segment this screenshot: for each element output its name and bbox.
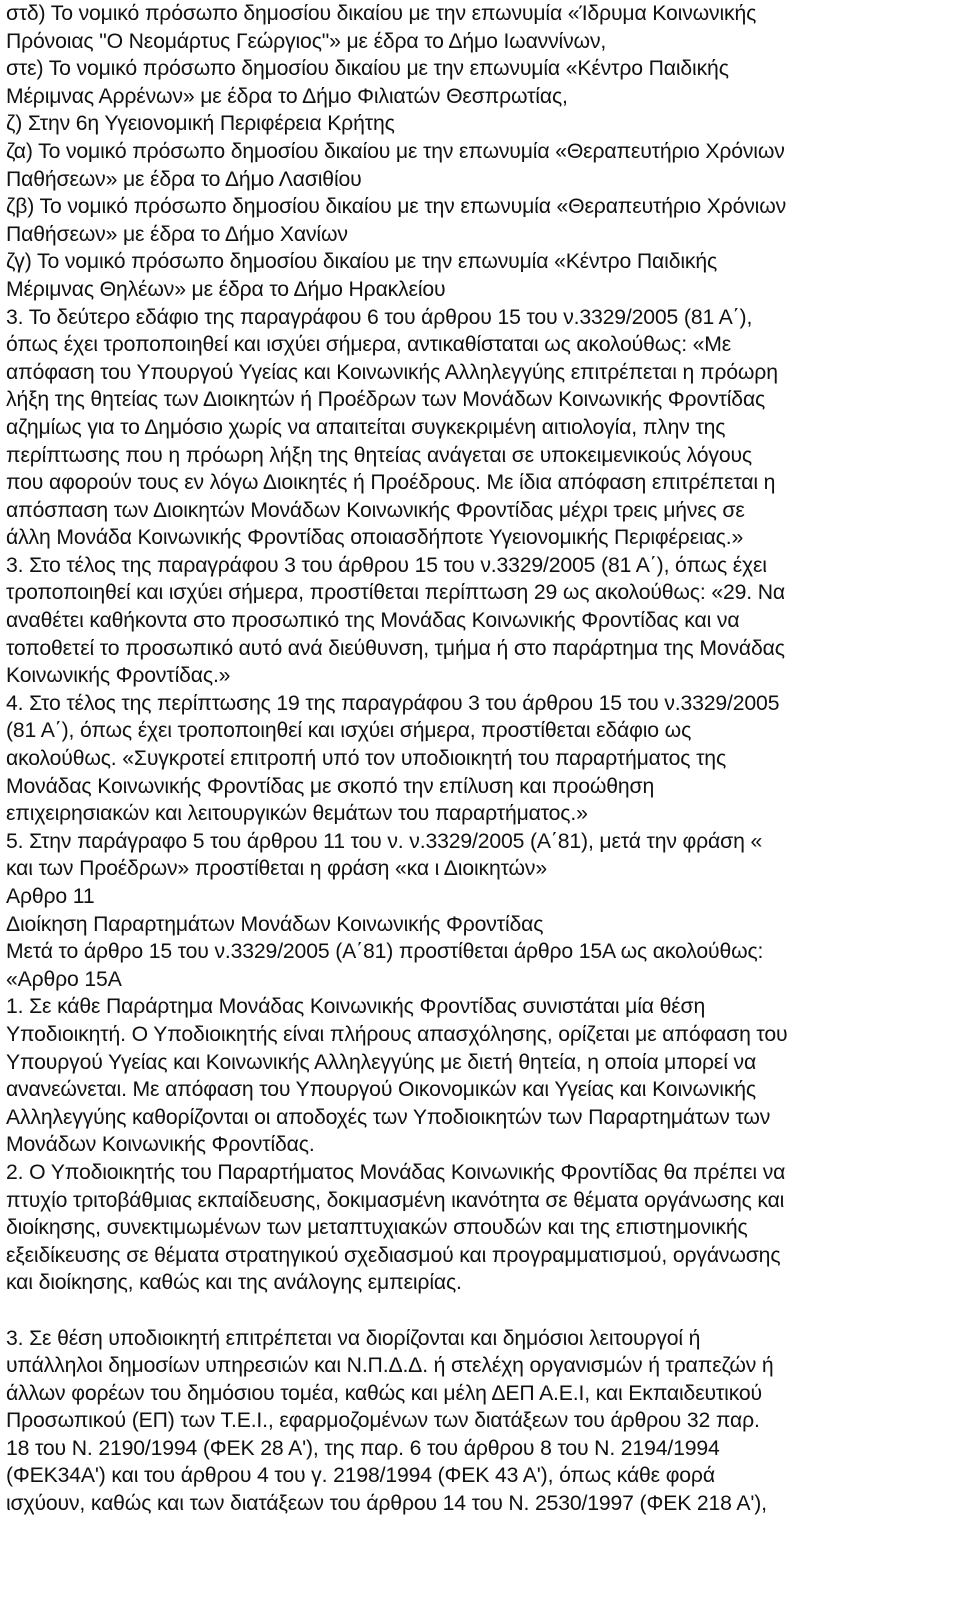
- text-line: Υποδιοικητή. Ο Υποδιοικητής είναι πλήρους απασχόλησης, ορίζεται με απόφαση του: [6, 1022, 788, 1046]
- article-heading: «Αρθρο 15Α: [6, 967, 122, 991]
- text-line: και των Προέδρων» προστίθεται η φράση «κα ι Διοικητών»: [6, 857, 548, 881]
- text-line: 1. Σε κάθε Παράρτημα Μονάδας Κοινωνικής Φροντίδας συνιστάται μία θέση: [6, 995, 706, 1019]
- text-line: 2. Ο Υποδιοικητής του Παραρτήματος Μονάδας Κοινωνικής Φροντίδας θα πρέπει να: [6, 1160, 786, 1184]
- text-line: απόσπαση των Διοικητών Μονάδων Κοινωνικής Φροντίδας μέχρι τρεις μήνες σε: [6, 498, 745, 522]
- text-line: (ΦΕΚ34Α') και του άρθρου 4 του γ. 2198/1994 (ΦΕΚ 43 Α'), όπως κάθε φορά: [6, 1464, 715, 1488]
- text-line: και διοίκησης, καθώς και της ανάλογης εμπειρίας.: [6, 1271, 462, 1295]
- text-line: ακολούθως. «Συγκροτεί επιτροπή υπό τον υποδιοικητή του παραρτήματος της: [6, 747, 727, 771]
- text-line: 5. Στην παράγραφο 5 του άρθρου 11 του ν. ν.3329/2005 (Α΄81), μετά την φράση «: [6, 829, 763, 853]
- text-line: υπάλληλοι δημοσίων υπηρεσιών και Ν.Π.Δ.Δ. ή στελέχη οργανισμών ή τραπεζών ή: [6, 1354, 774, 1378]
- text-line: Υπουργού Υγείας και Κοινωνικής Αλληλεγγύης με διετή θητεία, η οποία μπορεί να: [6, 1050, 757, 1074]
- text-line: Πρόνοιας "Ο Νεομάρτυς Γεώργιος"» με έδρα το Δήμο Ιωαννίνων,: [6, 29, 607, 53]
- text-line: Μονάδων Κοινωνικής Φροντίδας.: [6, 1133, 315, 1157]
- text-line: ζα) Το νομικό πρόσωπο δημοσίου δικαίου με την επωνυμία «Θεραπευτήριο Χρόνιων: [6, 139, 785, 163]
- text-line: αναθέτει καθήκοντα στο προσωπικό της Μονάδας Κοινωνικής Φροντίδας και να: [6, 609, 740, 633]
- text-line: πτυχίο τριτοβάθμιας εκπαίδευσης, δοκιμασμένη ικανότητα σε θέματα οργάνωσης και: [6, 1188, 785, 1212]
- text-line: 3. Σε θέση υποδιοικητή επιτρέπεται να διορίζονται και δημόσιοι λειτουργοί ή: [6, 1326, 701, 1350]
- text-line: Μετά το άρθρο 15 του ν.3329/2005 (Α΄81) προστίθεται άρθρο 15Α ως ακολούθως:: [6, 940, 764, 964]
- text-line: Προσωπικού (ΕΠ) των Τ.Ε.Ι., εφαρμοζομένων των διατάξεων του άρθρου 32 παρ.: [6, 1409, 760, 1433]
- text-line: 4. Στο τέλος της περίπτωσης 19 της παραγράφου 3 του άρθρου 15 του ν.3329/2005: [6, 691, 780, 715]
- text-line: άλλων φορέων του δημόσιου τομέα, καθώς και μέλη ΔΕΠ Α.Ε.Ι, και Εκπαιδευτικού: [6, 1381, 762, 1405]
- text-line: απόφαση του Υπουργού Υγείας και Κοινωνικής Αλληλεγγύης επιτρέπεται η πρόωρη: [6, 360, 778, 384]
- article-heading: Αρθρο 11: [6, 885, 95, 908]
- text-line: ζ) Στην 6η Υγειονομική Περιφέρεια Κρήτης: [6, 112, 395, 136]
- text-line: τροποποιηθεί και ισχύει σήμερα, προστίθεται περίπτωση 29 ως ακολούθως: «29. Να: [6, 581, 785, 605]
- text-line: όπως έχει τροποποιηθεί και ισχύει σήμερα, αντικαθίσταται ως ακολούθως: «Με: [6, 333, 732, 357]
- text-line: 3. Το δεύτερο εδάφιο της παραγράφου 6 του άρθρου 15 του ν.3329/2005 (81 Α΄),: [6, 305, 753, 329]
- text-line: Μέριμνας Αρρένων» με έδρα το Δήμο Φιλιατών Θεσπρωτίας,: [6, 84, 568, 108]
- text-line: 18 του Ν. 2190/1994 (ΦΕΚ 28 Α'), της παρ. 6 του άρθρου 8 του Ν. 2194/1994: [6, 1436, 720, 1460]
- document-page: [6, 0, 956, 1609]
- text-line: άλλη Μονάδα Κοινωνικής Φροντίδας οποιασδήποτε Υγειονομικής Περιφέρειας.»: [6, 526, 744, 550]
- blank-line: [6, 1297, 956, 1325]
- text-line: Παθήσεων» με έδρα το Δήμο Λασιθίου: [6, 167, 362, 191]
- text-line: ανανεώνεται. Με απόφαση του Υπουργού Οικονομικών και Υγείας και Κοινωνικής: [6, 1078, 756, 1102]
- text-line: Κοινωνικής Φροντίδας.»: [6, 664, 231, 688]
- text-line: που αφορούν τους εν λόγω Διοικητές ή Προέδρους. Με ίδια απόφαση επιτρέπεται η: [6, 471, 776, 495]
- article-title: Διοίκηση Παραρτημάτων Μονάδων Κοινωνικής Φροντίδας: [6, 912, 544, 936]
- text-line: περίπτωσης που η πρόωρη λήξη της θητείας ανάγεται σε υποκειμενικούς λόγους: [6, 443, 752, 467]
- text-line: στδ) Το νομικό πρόσωπο δημοσίου δικαίου με την επωνυμία «Ίδρυμα Κοινωνικής: [6, 2, 757, 25]
- text-line: Μέριμνας Θηλέων» με έδρα το Δήμο Ηρακλείου: [6, 277, 446, 301]
- text-line: 3. Στο τέλος της παραγράφου 3 του άρθρου 15 του ν.3329/2005 (81 Α΄), όπως έχει: [6, 553, 767, 577]
- text-line: ζγ) Το νομικό πρόσωπο δημοσίου δικαίου με την επωνυμία «Κέντρο Παιδικής: [6, 250, 718, 274]
- text-line: διοίκησης, συνεκτιμωμένων των μεταπτυχιακών σπουδών και της επιστημονικής: [6, 1216, 748, 1240]
- text-line: λήξη της θητείας των Διοικητών ή Προέδρων των Μονάδων Κοινωνικής Φροντίδας: [6, 388, 766, 412]
- text-line: ζβ) Το νομικό πρόσωπο δημοσίου δικαίου με την επωνυμία «Θεραπευτήριο Χρόνιων: [6, 195, 787, 219]
- text-line: επιχειρησιακών και λειτουργικών θεμάτων του παραρτήματος.»: [6, 802, 588, 826]
- text-line: ισχύουν, καθώς και των διατάξεων του άρθρου 14 του Ν. 2530/1997 (ΦΕΚ 218 Α'),: [6, 1492, 767, 1516]
- text-line: Αλληλεγγύης καθορίζονται οι αποδοχές των Υποδιοικητών των Παραρτημάτων των: [6, 1105, 771, 1129]
- text-line: τοποθετεί το προσωπικό αυτό ανά διεύθυνση, τμήμα ή στο παράρτημα της Μονάδας: [6, 636, 785, 660]
- text-line: εξειδίκευσης σε θέματα στρατηγικού σχεδιασμού και προγραμματισμού, οργάνωσης: [6, 1243, 781, 1267]
- text-line: Παθήσεων» με έδρα το Δήμο Χανίων: [6, 222, 348, 246]
- text-line: στε) Το νομικό πρόσωπο δημοσίου δικαίου με την επωνυμία «Κέντρο Παιδικής: [6, 57, 729, 81]
- text-line: αζημίως για το Δημόσιο χωρίς να απαιτείται συγκεκριμένη αιτιολογία, πλην της: [6, 415, 726, 439]
- text-line: (81 Α΄), όπως έχει τροποποιηθεί και ισχύει σήμερα, προστίθεται εδάφιο ως: [6, 719, 692, 743]
- text-line: Μονάδας Κοινωνικής Φροντίδας με σκοπό την επίλυση και προώθηση: [6, 774, 655, 798]
